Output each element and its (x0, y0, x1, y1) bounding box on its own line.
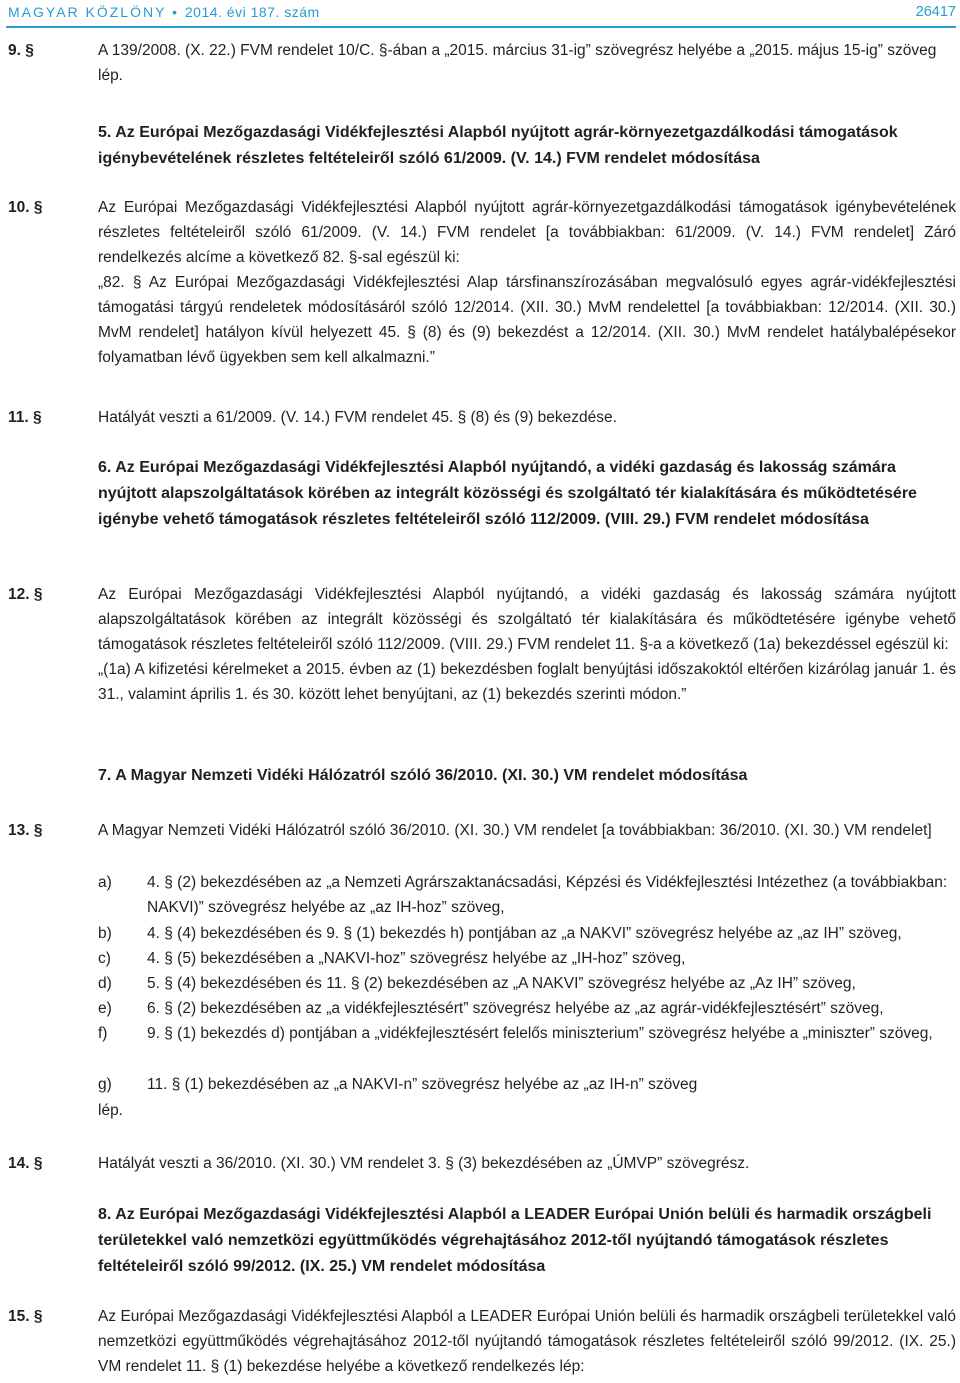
list-item (98, 946, 956, 971)
paragraph-text: Hatályát veszti a 61/2009. (V. 14.) FVM rendelet 45. § (8) és (9) bekezdése. (98, 409, 617, 426)
quoted-provision: „82. § Az Európai Mezőgazdasági Vidékfejlesztési Alap társfinanszírozásában megvalósuló egyes agrár-vidékfejlesztési támogatási tárgyú rendeletek módosításáról szóló 12/2014. (XII. 30.) MvM rendelettel [a továbbiakban: 12/2014. (XII. 30.) MvM rendelet] hatályon kívül helyezett 45. § (8) és (9) bekezdést a 12/2014. (XII. 30.) MvM rendelet hatálybalépésekor folyamatban lévő ügyekben sem kell alkalmazni.” (98, 274, 956, 366)
list-item-text: 4. § (5) bekezdésében a „NAKVI-hoz” szövegrész helyébe az „IH-hoz” szöveg, (147, 950, 686, 967)
paragraph-number: 10. § (8, 199, 43, 216)
paragraph-14 (8, 1151, 956, 1176)
list-item-label: f) (98, 1025, 108, 1042)
paragraph-number: 15. § (8, 1308, 43, 1325)
paragraph-number: 14. § (8, 1155, 43, 1172)
paragraph-text: Az Európai Mezőgazdasági Vidékfejlesztési Alapból nyújtandó, a vidéki gazdaság és lakosság számára nyújtott alapszolgáltatások körében az integrált közösségi és szolgáltató tér kialakítására és működtetésére igénybe vehető támogatások részletes feltételeiről szóló 112/2009. (VIII. 29.) FVM rendelet 11. §-a a következő (1a) bekezdéssel egészül ki: (98, 586, 956, 653)
paragraph-15 (8, 1304, 956, 1379)
list-item-label: d) (98, 975, 112, 992)
list-item-text: 11. § (1) bekezdésében az „a NAKVI-n” szövegrész helyébe az „az IH-n” szöveg (147, 1076, 698, 1093)
list-item (98, 971, 956, 996)
paragraph-text: Hatályát veszti a 36/2010. (XI. 30.) VM rendelet 3. § (3) bekezdésében az „ÚMVP” szövegrész. (98, 1155, 750, 1172)
journal-title: MAGYAR KÖZLÖNY (8, 4, 167, 20)
paragraph-text: Az Európai Mezőgazdasági Vidékfejlesztési Alapból nyújtott agrár-környezetgazdálkodási támogatások igénybevételének részletes feltételeiről szóló 61/2009. (V. 14.) FVM rendelet [a továbbiakban: 61/2009. (V. 14.) FVM rendelet] Záró rendelkezés alcíme a következő 82. §-sal egészül ki: (98, 199, 956, 266)
paragraph-12 (8, 582, 956, 707)
list-item (98, 1072, 956, 1097)
section-heading-8: 8. Az Európai Mezőgazdasági Vidékfejlesztési Alapból a LEADER Európai Unión belüli és harmadik országbeli területekkel való nemzetközi együttműködés végrehajtásához 2012-től nyújtandó támogatások részletes feltételeiről szóló 99/2012. (IX. 25.) VM rendelet módosítása (98, 1206, 932, 1275)
paragraph-number: 11. § (8, 409, 42, 426)
paragraph-text: A Magyar Nemzeti Vidéki Hálózatról szóló 36/2010. (XI. 30.) VM rendelet [a továbbiakban: 36/2010. (XI. 30.) VM rendelet] (98, 822, 932, 839)
list-item (98, 921, 956, 946)
page-header (0, 0, 960, 24)
bullet: • (172, 4, 179, 20)
list-closing-word: lép. (98, 1102, 123, 1119)
list-item-label: a) (98, 874, 112, 891)
running-head (8, 0, 320, 25)
list-item-text: 4. § (4) bekezdésében és 9. § (1) bekezdés h) pontjában az „a NAKVI” szövegrész helyébe az „az IH” szöveg, (147, 925, 902, 942)
paragraph-number: 9. § (8, 42, 34, 59)
list-item (98, 1021, 956, 1046)
list-item-label: e) (98, 1000, 112, 1017)
list-item-text: 9. § (1) bekezdés d) pontjában a „vidékfejlesztésért felelős miniszterium” szövegrész helyébe a „miniszter” szöveg, (147, 1025, 933, 1042)
list-item-label: g) (98, 1076, 112, 1093)
list-item-text: 4. § (2) bekezdésében az „a Nemzeti Agrárszaktanácsadási, Képzési és Vidékfejlesztési Intézethez (a továbbiakban: NAKVI)” szövegrész helyébe az „az IH-hoz” szöveg, (147, 874, 948, 916)
list-item-label: c) (98, 950, 111, 967)
list-item (98, 870, 956, 920)
paragraph-9 (8, 38, 956, 88)
page-number: 26417 (915, 4, 956, 20)
paragraph-text: Az Európai Mezőgazdasági Vidékfejlesztési Alapból a LEADER Európai Unión belüli és harmadik országbeli területekkel való nemzetközi együttműködés végrehajtásához 2012-től nyújtandó támogatások részletes feltételeiről szóló 99/2012. (IX. 25.) VM rendelet 11. § (1) bekezdése helyébe a következő rendelkezés lép: (98, 1308, 956, 1375)
issue-info: 2014. évi 187. szám (184, 4, 320, 20)
paragraph-11 (8, 405, 956, 430)
header-rule (6, 26, 956, 28)
paragraph-number: 13. § (8, 822, 43, 839)
list-item-label: b) (98, 925, 112, 942)
paragraph-text: A 139/2008. (X. 22.) FVM rendelet 10/C. §-ában a „2015. március 31-ig” szövegrész helyébe a „2015. május 15-ig” szöveg lép. (98, 42, 937, 84)
paragraph-number: 12. § (8, 586, 43, 603)
list-item-text: 5. § (4) bekezdésében és 11. § (2) bekezdésében az „A NAKVI” szövegrész helyébe az „Az IH” szöveg, (147, 975, 856, 992)
section-heading-6: 6. Az Európai Mezőgazdasági Vidékfejlesztési Alapból nyújtandó, a vidéki gazdaság és lakosság számára nyújtott alapszolgáltatások körében az integrált közösségi és szolgáltató tér kialakítására és működtetésére igénybe vehető támogatások részletes feltételeiről szóló 112/2009. (VIII. 29.) FVM rendelet módosítása (98, 459, 917, 528)
quoted-provision: „(1a) A kifizetési kérelmeket a 2015. évben az (1) bekezdésben foglalt benyújtási időszakoktól eltérően kizárólag január 1. és 31., valamint április 1. és 30. között lehet benyújtani, az (1) bekezdés szerinti módon.” (98, 661, 956, 703)
section-heading-7: 7. A Magyar Nemzeti Vidéki Hálózatról szóló 36/2010. (XI. 30.) VM rendelet módosítása (98, 767, 748, 784)
list-item-text: 6. § (2) bekezdésében az „a vidékfejlesztésért” szövegrész helyébe az „az agrár-vidékfejlesztésért” szöveg, (147, 1000, 884, 1017)
list-item (98, 996, 956, 1021)
paragraph-13 (8, 818, 956, 843)
section-heading-5: 5. Az Európai Mezőgazdasági Vidékfejlesztési Alapból nyújtott agrár-környezetgazdálkodási támogatások igénybevételének részletes feltételeiről szóló 61/2009. (V. 14.) FVM rendelet módosítása (98, 124, 898, 167)
paragraph-10 (8, 195, 956, 370)
